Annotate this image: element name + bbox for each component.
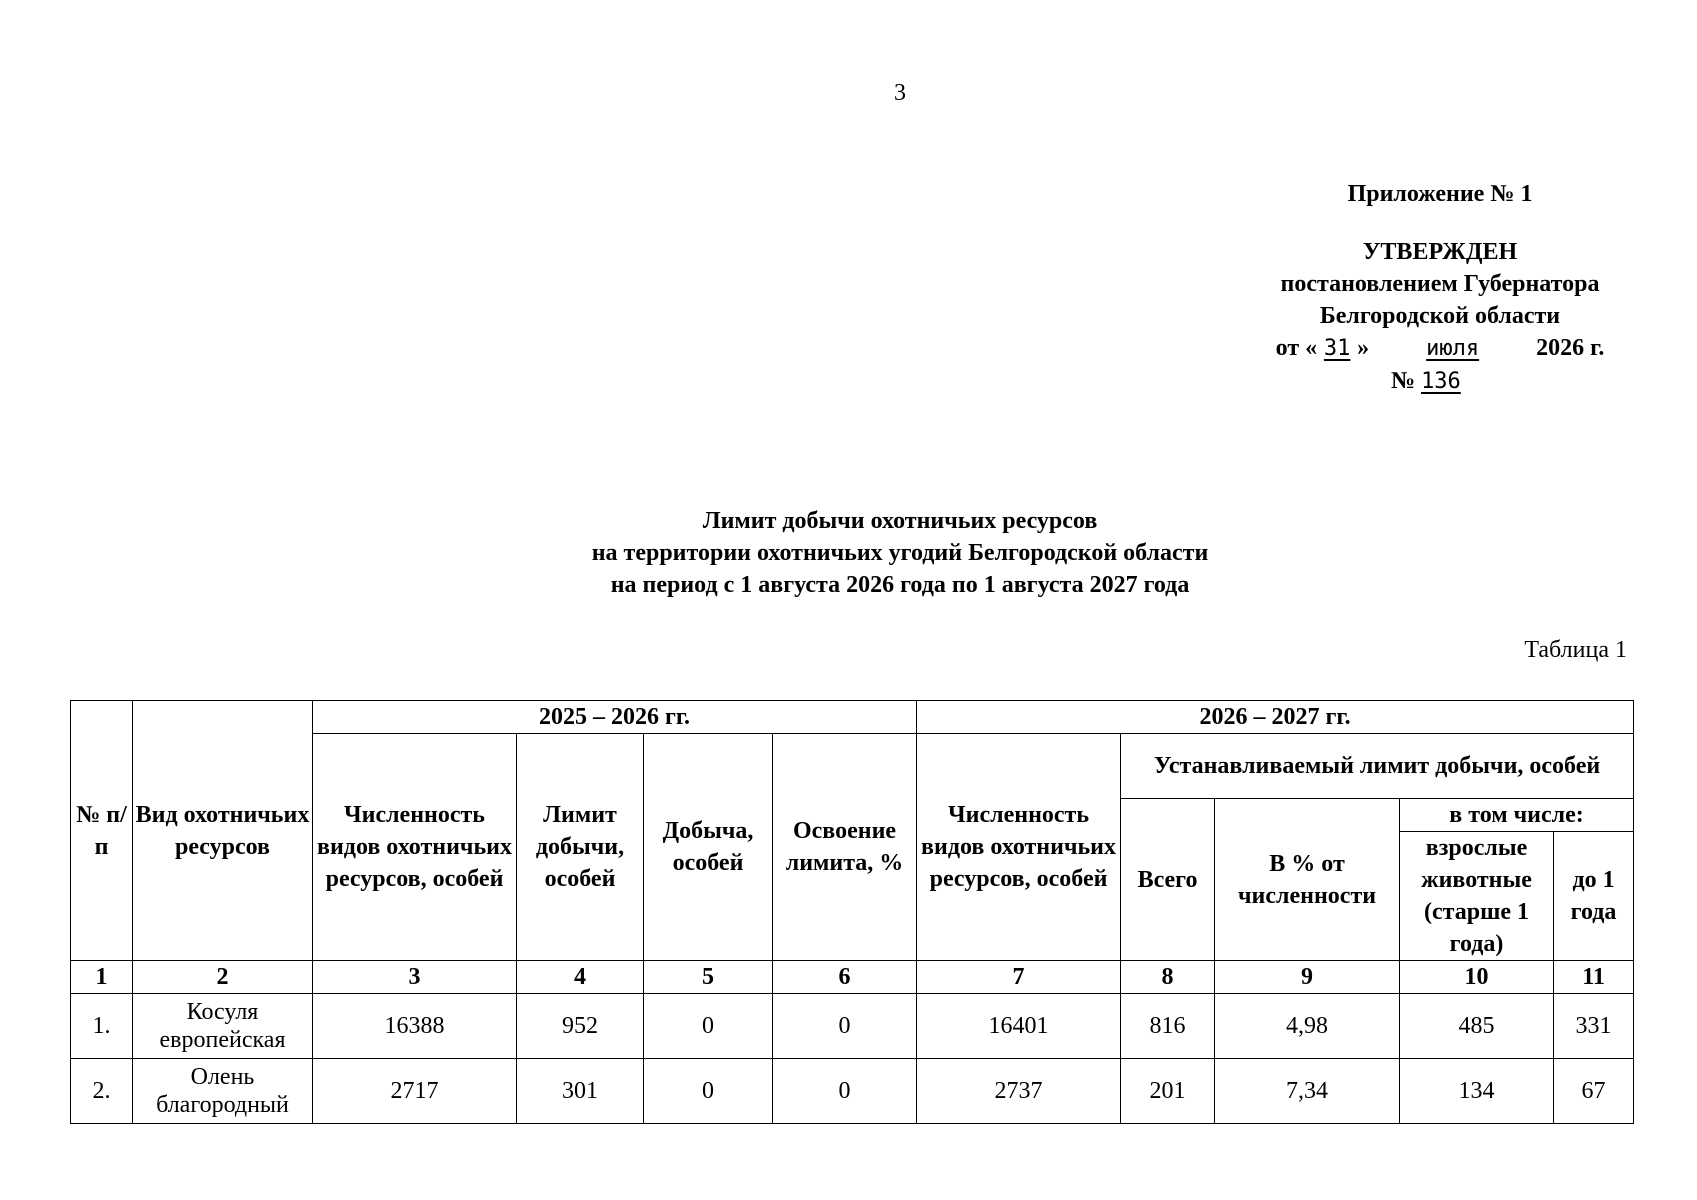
cell-prev-limit: 301 (517, 1059, 644, 1124)
approval-region: Белгородской области (1319, 303, 1561, 329)
cell-prev-harvest: 0 (644, 1059, 773, 1124)
approved-label: УТВЕРЖДЕН (1362, 239, 1518, 265)
column-number: 11 (1554, 961, 1634, 994)
cell-total: 816 (1121, 994, 1215, 1059)
document-title (0, 505, 1697, 601)
column-number: 1 (71, 961, 133, 994)
column-number: 3 (313, 961, 517, 994)
header-prev-population: Численность видов охотничьих ресурсов, особей (313, 734, 517, 961)
approval-authority: постановлением Губернатора (1280, 271, 1600, 297)
cell-under-one: 331 (1554, 994, 1634, 1059)
approval-block (1240, 178, 1640, 398)
table-row (71, 994, 1634, 1059)
header-total: Всего (1121, 799, 1215, 961)
column-number: 2 (133, 961, 313, 994)
title-line-1: Лимит добычи охотничьих ресурсов (702, 508, 1098, 534)
table-caption: Таблица 1 (1524, 637, 1627, 663)
cell-species: Олень благородный (133, 1059, 313, 1124)
cell-next-population: 2737 (917, 1059, 1121, 1124)
header-species: Вид охотничьих ресурсов (133, 701, 313, 961)
approval-number (1240, 365, 1640, 398)
limits-table (70, 700, 1634, 1124)
header-including: в том числе: (1400, 799, 1634, 832)
column-number: 7 (917, 961, 1121, 994)
column-number: 4 (517, 961, 644, 994)
header-num: № п/п (71, 701, 133, 961)
column-number: 9 (1215, 961, 1400, 994)
header-period-next: 2026 – 2027 гг. (917, 701, 1634, 734)
date-year: 2026 г. (1536, 335, 1605, 361)
column-number: 6 (773, 961, 917, 994)
cell-percent: 7,34 (1215, 1059, 1400, 1124)
header-next-population: Численность видов охотничьих ресурсов, особей (917, 734, 1121, 961)
cell-prev-population: 16388 (313, 994, 517, 1059)
header-prev-harvest: Добыча, особей (644, 734, 773, 961)
header-percent: В % от численности (1215, 799, 1400, 961)
header-next-limit-group: Устанавливаемый лимит добычи, особей (1121, 734, 1634, 799)
cell-percent: 4,98 (1215, 994, 1400, 1059)
column-number: 8 (1121, 961, 1215, 994)
cell-prev-limit: 952 (517, 994, 644, 1059)
header-under-one: до 1 года (1554, 832, 1634, 961)
cell-prev-usage: 0 (773, 994, 917, 1059)
cell-under-one: 67 (1554, 1059, 1634, 1124)
page-number: 3 (894, 80, 906, 106)
header-prev-usage: Освоение лимита, % (773, 734, 917, 961)
date-day: 31 (1323, 336, 1351, 361)
column-number: 10 (1400, 961, 1554, 994)
column-numbers-row (71, 961, 1634, 994)
header-adults: взрослые животные (старше 1 года) (1400, 832, 1554, 961)
header-period-prev: 2025 – 2026 гг. (313, 701, 917, 734)
cell-total: 201 (1121, 1059, 1215, 1124)
column-number: 5 (644, 961, 773, 994)
cell-prev-population: 2717 (313, 1059, 517, 1124)
header-prev-limit: Лимит добычи, особей (517, 734, 644, 961)
number-prefix: № (1390, 368, 1416, 394)
approval-date (1240, 332, 1640, 365)
cell-adults: 485 (1400, 994, 1554, 1059)
header-row-1 (71, 701, 1634, 734)
title-line-2: на территории охотничьих угодий Белгородской области (591, 540, 1209, 566)
table-row (71, 1059, 1634, 1124)
date-month: июля (1426, 336, 1480, 361)
cell-next-population: 16401 (917, 994, 1121, 1059)
number-value: 136 (1421, 369, 1461, 394)
cell-adults: 134 (1400, 1059, 1554, 1124)
title-line-3: на период с 1 августа 2026 года по 1 августа 2027 года (610, 572, 1190, 598)
cell-num: 2. (71, 1059, 133, 1124)
date-prefix: от « (1275, 335, 1318, 361)
cell-num: 1. (71, 994, 133, 1059)
cell-prev-usage: 0 (773, 1059, 917, 1124)
cell-prev-harvest: 0 (644, 994, 773, 1059)
date-mid: » (1357, 335, 1370, 361)
cell-species: Косуля европейская (133, 994, 313, 1059)
appendix-label: Приложение № 1 (1347, 181, 1533, 207)
